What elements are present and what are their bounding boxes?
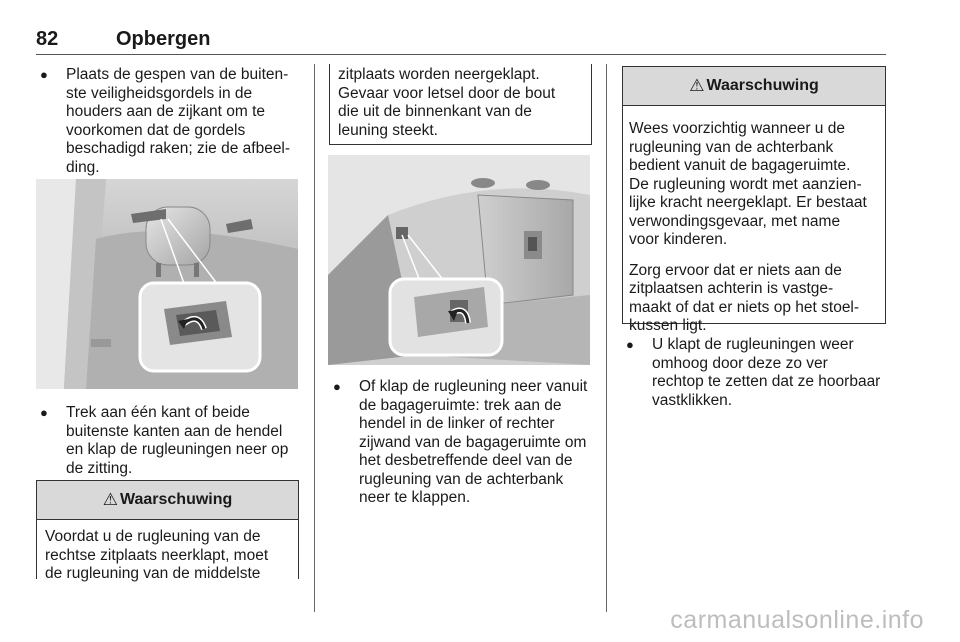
text-line: de rugleuning van de middelste xyxy=(45,565,261,582)
warning-header xyxy=(37,481,298,520)
page-number: 82 xyxy=(36,28,59,50)
text-line: verwondingsgevaar, met name xyxy=(629,212,841,230)
text-line: rugleuning van de achterbank xyxy=(359,470,564,488)
text-line: Plaats de gespen van de buiten- xyxy=(66,66,289,83)
text-line: Wees voorzichtig wanneer u de xyxy=(629,120,845,137)
text-line: de bagageruimte: trek aan de xyxy=(359,396,562,414)
bullet-dot: ● xyxy=(40,67,48,82)
cargo-illustration xyxy=(328,155,590,365)
text-line: rugleuning van de achterbank xyxy=(629,138,834,156)
text-line: zitplaatsen achterin is vastge- xyxy=(629,280,834,297)
text-line: het desbetreffende deel van de xyxy=(359,452,573,469)
text-line: U klapt de rugleuningen weer xyxy=(652,336,854,353)
text-line: vastklikken. xyxy=(652,391,733,409)
text-line: Voordat u de rugleuning van de xyxy=(45,528,261,545)
text-line: De rugleuning wordt met aanzien- xyxy=(629,175,862,193)
text-line: bedient vanuit de bagageruimte. xyxy=(629,157,851,174)
text-line: ste veiligheidsgordels in de xyxy=(66,84,253,102)
headrest-illustration xyxy=(36,179,298,389)
column-divider-2 xyxy=(606,64,607,612)
figure-cargo-lever xyxy=(328,155,590,365)
bullet-text xyxy=(359,378,587,508)
warning-body xyxy=(37,520,298,592)
column-divider-1 xyxy=(314,64,315,612)
warning-title: Waarschuwing xyxy=(706,77,819,94)
warning-body-continued xyxy=(330,64,591,148)
text-line: die uit de binnenkant van de xyxy=(338,103,532,120)
bullet-dot: ● xyxy=(333,379,341,394)
warning-box-middle-seat xyxy=(36,480,299,582)
text-line: de zitting. xyxy=(66,459,133,477)
text-line: voor kinderen. xyxy=(629,231,728,248)
page-header xyxy=(36,28,886,52)
text-line: ding. xyxy=(66,158,100,176)
bullet-text xyxy=(66,404,288,478)
text-line: kussen ligt. xyxy=(629,317,707,334)
text-line: zitplaats worden neergeklapt. xyxy=(338,66,540,83)
warning-body xyxy=(623,106,885,344)
header-rule xyxy=(36,54,886,55)
text-line: hendel in de linker of rechter xyxy=(359,415,555,432)
watermark: carmanualsonline.info xyxy=(670,606,924,634)
bullet-dot: ● xyxy=(626,337,634,352)
bullet-text xyxy=(66,66,290,177)
bullet-text xyxy=(652,336,880,410)
text-line: maakt of dat er niets op het stoel- xyxy=(629,298,860,316)
text-line: leuning steekt. xyxy=(338,121,438,139)
page-title: Opbergen xyxy=(116,28,211,50)
text-line: rechtse zitplaats neerklapt, moet xyxy=(45,546,269,564)
text-line: Trek aan één kant of beide xyxy=(66,404,250,421)
warning-title: Waarschuwing xyxy=(119,491,233,508)
text-line: rechtop te zetten dat ze hoorbaar xyxy=(652,373,881,390)
warning-icon: ⚠ xyxy=(689,76,705,95)
text-line: Of klap de rugleuning neer vanuit xyxy=(359,378,588,395)
figure-headrest-buckle xyxy=(36,179,298,389)
warning-box-continued xyxy=(329,64,592,145)
bullet-dot: ● xyxy=(40,405,48,420)
text-line: beschadigd raken; zie de afbeel- xyxy=(66,140,291,157)
warning-box-cargo-operation xyxy=(622,66,886,334)
warning-header xyxy=(623,67,885,106)
text-line: buitenste kanten aan de hendel xyxy=(66,422,283,440)
text-line: neer te klappen. xyxy=(359,489,471,506)
text-line: voorkomen dat de gordels xyxy=(66,121,246,139)
text-line: Zorg ervoor dat er niets aan de xyxy=(629,261,842,279)
text-line: houders aan de zijkant om te xyxy=(66,103,266,120)
text-line: omhoog door deze zo ver xyxy=(652,354,828,372)
warning-icon: ⚠ xyxy=(102,490,118,509)
text-line: lijke kracht neergeklapt. Er bestaat xyxy=(629,194,867,211)
text-line: zijwand van de bagageruimte om xyxy=(359,433,587,451)
text-line: en klap de rugleuningen neer op xyxy=(66,441,289,458)
text-line: Gevaar voor letsel door de bout xyxy=(338,84,556,102)
